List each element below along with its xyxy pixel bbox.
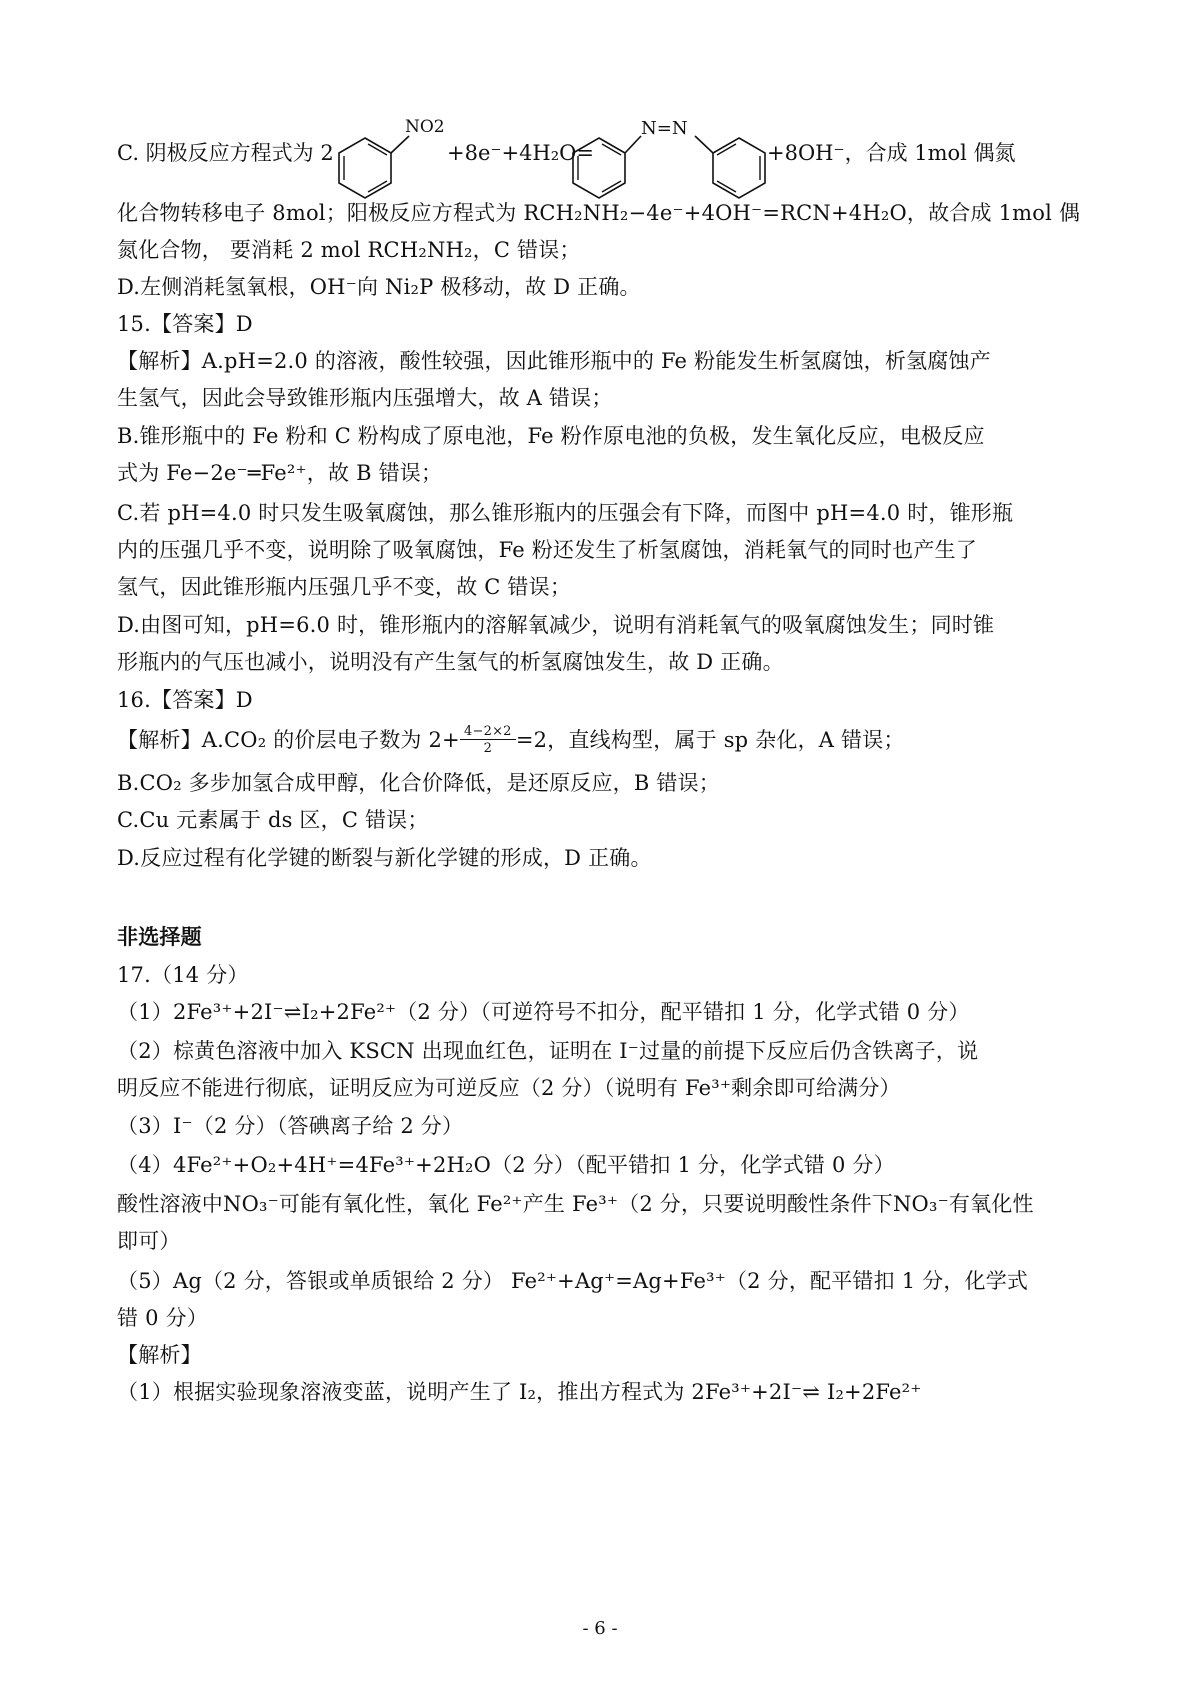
q16-line-a bbox=[117, 725, 1097, 757]
text-line: C.若 pH=4.0 时只发生吸氧腐蚀，那么锥形瓶内的压强会有下降，而图中 pH=4.0 时，锥形瓶 bbox=[117, 501, 1014, 525]
text-line: 形瓶内的气压也减小，说明没有产生氢气的析氢腐蚀发生，故 D 正确。 bbox=[117, 650, 784, 674]
cathode-equation bbox=[117, 117, 1102, 210]
no2-label: NO2 bbox=[405, 117, 445, 137]
answer-15: 15.【答案】D bbox=[117, 312, 253, 336]
page-number: - 6 - bbox=[582, 1618, 618, 1639]
text-line: （2）棕黄色溶液中加入 KSCN 出现血红色，证明在 I⁻过量的前提下反应后仍含铁离子，说 bbox=[117, 1039, 979, 1063]
text-line: B.CO₂ 多步加氢合成甲醇，化合价降低，是还原反应，B 错误； bbox=[117, 771, 720, 795]
q16-line-a-prefix: 【解析】A.CO₂ 的价层电子数为 2+ bbox=[117, 728, 460, 752]
text-line: 生氢气，因此会导致锥形瓶内压强增大，故 A 错误； bbox=[117, 386, 613, 410]
text-line: （1）2Fe³⁺+2I⁻⇌I₂+2Fe²⁺（2 分）（可逆符号不扣分，配平错扣 1 分，化学式错 0 分） bbox=[117, 1000, 970, 1024]
text-line: D.由图可知，pH=6.0 时，锥形瓶内的溶解氧减少，说明有消耗氧气的吸氧腐蚀发生；同时锥 bbox=[117, 613, 995, 637]
text-line: 酸性溶液中NO₃⁻可能有氧化性，氧化 Fe²⁺产生 Fe³⁺（2 分，只要说明酸性条件下NO₃⁻有氧化性 bbox=[117, 1192, 1034, 1216]
answer-16: 16.【答案】D bbox=[117, 688, 253, 712]
text-line: B.锥形瓶中的 Fe 粉和 C 粉构成了原电池，Fe 粉作原电池的负极，发生氧化反应，电极反应 bbox=[117, 424, 985, 448]
equation-suffix: +8OH⁻，合成 1mol 偶氮 bbox=[767, 141, 1016, 165]
q16-line-a-suffix: =2，直线构型，属于 sp 杂化，A 错误； bbox=[515, 728, 905, 752]
section-title: 非选择题 bbox=[117, 925, 202, 949]
text-line: 错 0 分） bbox=[117, 1306, 208, 1330]
fraction-numerator: 4−2×2 bbox=[460, 725, 516, 740]
text-line: D.左侧消耗氢氧根，OH⁻向 Ni₂P 极移动，故 D 正确。 bbox=[117, 275, 641, 299]
text-line: 即可） bbox=[117, 1229, 181, 1253]
text-line: C.Cu 元素属于 ds 区，C 错误； bbox=[117, 808, 429, 832]
text-line: 氢气，因此锥形瓶内压强几乎不变，故 C 错误； bbox=[117, 575, 572, 599]
text-line: 内的压强几乎不变，说明除了吸氧腐蚀，Fe 粉还发生了析氢腐蚀，消耗氧气的同时也产生了 bbox=[117, 538, 977, 562]
text-line: 明反应不能进行彻底，证明反应为可逆反应（2 分）（说明有 Fe³⁺剩余即可给满分） bbox=[117, 1076, 901, 1100]
text-line: （1）根据实验现象溶液变蓝，说明产生了 I₂，推出方程式为 2Fe³⁺+2I⁻⇌ I₂+2Fe²⁺ bbox=[117, 1380, 922, 1404]
equation-prefix: C. 阴极反应方程式为 2 bbox=[117, 141, 334, 165]
text-line: 【解析】 bbox=[117, 1343, 202, 1367]
equation-middle: +8e⁻+4H₂O= bbox=[447, 141, 594, 165]
text-line: 化合物转移电子 8mol；阳极反应方程式为 RCH₂NH₂−4e⁻+4OH⁻=RCN+4H₂O，故合成 1mol 偶 bbox=[117, 201, 1081, 225]
text-line: 【解析】A.pH=2.0 的溶液，酸性较强，因此锥形瓶中的 Fe 粉能发生析氢腐蚀，析氢腐蚀产 bbox=[117, 349, 991, 373]
text-line: （3）I⁻（2 分）（答碘离子给 2 分） bbox=[117, 1114, 464, 1138]
text-line: 氮化合物， 要消耗 2 mol RCH₂NH₂，C 错误； bbox=[117, 238, 581, 262]
text-line: 式为 Fe−2e⁻═Fe²⁺，故 B 错误； bbox=[117, 461, 443, 485]
text-line: （4）4Fe²⁺+O₂+4H⁺=4Fe³⁺+2H₂O（2 分）（配平错扣 1 分，化学式错 0 分） bbox=[117, 1153, 895, 1177]
fraction-denominator: 2 bbox=[483, 740, 493, 756]
text-line: D.反应过程有化学键的断裂与新化学键的形成，D 正确。 bbox=[117, 846, 652, 870]
q17-header: 17.（14 分） bbox=[117, 963, 249, 987]
azo-label: N=N bbox=[641, 118, 688, 139]
fraction bbox=[460, 723, 516, 757]
text-line: （5）Ag（2 分，答银或单质银给 2 分） Fe²⁺+Ag⁺=Ag+Fe³⁺（2 分，配平错扣 1 分，化学式 bbox=[117, 1269, 1029, 1293]
